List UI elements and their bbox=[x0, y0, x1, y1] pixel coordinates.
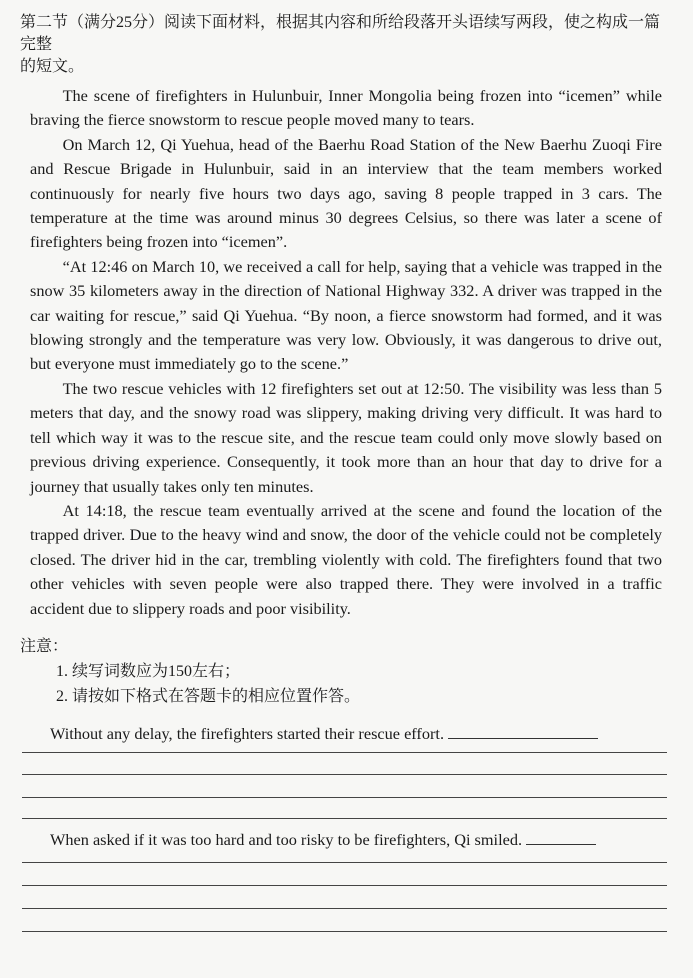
section-label: 第二节（满分25分） bbox=[20, 14, 165, 31]
answer-line[interactable] bbox=[22, 774, 667, 775]
answer-line[interactable] bbox=[22, 752, 667, 753]
instruction-text-a: 阅读下面材料，根据其内容和所给段落开头语续写两段，使之构成一篇完整 bbox=[20, 14, 661, 53]
answer-line[interactable] bbox=[22, 931, 667, 932]
section-heading bbox=[20, 12, 670, 78]
passage-paragraph-5: At 14:18, the rescue team eventually arrived at the scene and found the location of the trapped driver. Due to the heavy wind and snow, the door of the vehicle could not be completely closed. The driver hid in the car, trembling violently with cold. The firefighters found that two other vehicles with seven people were also trapped there. They were involved in a traffic accident due to slippery roads and poor visibility. bbox=[30, 500, 662, 618]
prompt-2-text: When asked if it was too hard and too risky to be firefighters, Qi smiled. bbox=[50, 830, 523, 849]
answer-blank-inline-1[interactable] bbox=[448, 722, 598, 739]
answer-line[interactable] bbox=[22, 908, 667, 909]
answer-line[interactable] bbox=[22, 818, 667, 819]
continuation-prompt-1 bbox=[50, 722, 598, 745]
note-item-2: 2. 请按如下格式在答题卡的相应位置作答。 bbox=[56, 688, 361, 705]
continuation-prompt-2 bbox=[50, 828, 596, 851]
answer-line[interactable] bbox=[22, 797, 667, 798]
notes-title: 注意： bbox=[20, 638, 69, 655]
passage-paragraph-4: The two rescue vehicles with 12 firefighters set out at 12:50. The visibility was less than 5 meters that day, and the snowy road was slippery, making driving very difficult. It was hard to tell which way it was to the rescue site, and the rescue team could only move slowly based on previous driving experience. Consequently, it took more than an hour that day to drive for a journey that usually takes only ten minutes. bbox=[30, 378, 662, 496]
reading-passage bbox=[30, 84, 662, 621]
answer-line[interactable] bbox=[22, 885, 667, 886]
answer-blank-inline-2[interactable] bbox=[526, 828, 596, 845]
section-title bbox=[20, 12, 670, 56]
answer-line[interactable] bbox=[22, 862, 667, 863]
note-item-1: 1. 续写词数应为150左右； bbox=[56, 663, 241, 680]
instruction-text-b: 的短文。 bbox=[20, 58, 85, 75]
passage-paragraph-1: The scene of firefighters in Hulunbuir, Inner Mongolia being frozen into “icemen” while braving the fierce snowstorm to rescue people moved many to tears. bbox=[30, 86, 662, 130]
passage-paragraph-2: On March 12, Qi Yuehua, head of the Baerhu Road Station of the New Baerhu Zuoqi Fire and Rescue Brigade in Hulunbuir, said in an interview that the team members worked continuously for nearly five hours two days ago, saving 8 people trapped in 3 cars. The temperature at the time was around minus 30 degrees Celsius, so there was later a scene of firefighters being frozen into “icemen”. bbox=[30, 134, 662, 252]
passage-paragraph-3: “At 12:46 on March 10, we received a call for help, saying that a vehicle was trapped in the snow 35 kilometers away in the direction of National Highway 332. A driver was trapped in the car waiting for rescue,” said Qi Yuehua. “By noon, a fierce snowstorm had formed, and it was blowing strongly and the temperature was very low. Obviously, it was dangerous to drive out, but everyone must immediately go to the scene.” bbox=[30, 256, 662, 374]
prompt-1-text: Without any delay, the firefighters started their rescue effort. bbox=[50, 724, 445, 743]
notes-section bbox=[20, 634, 670, 709]
